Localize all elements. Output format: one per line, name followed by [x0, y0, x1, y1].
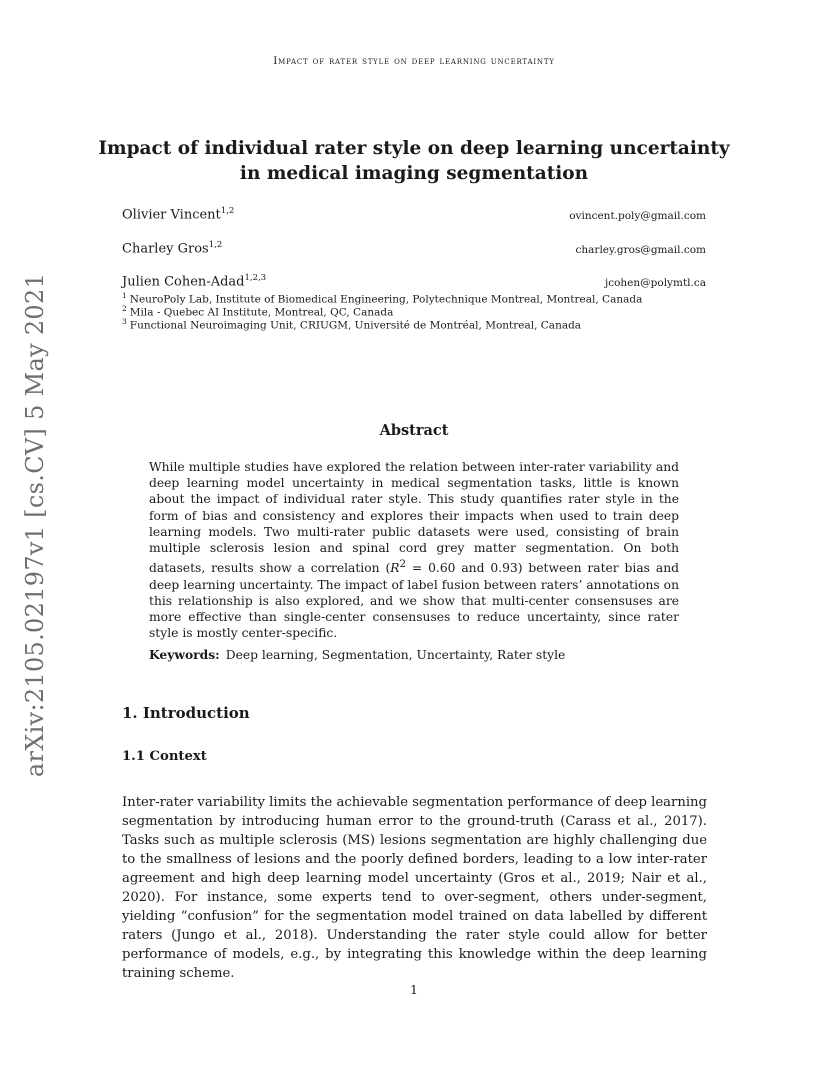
subsection-heading: 1.1 Context [122, 749, 207, 764]
abstract-heading: Abstract [379, 422, 449, 439]
author-name: Julien Cohen-Adad$^{1,2,3}$ [122, 273, 267, 290]
arxiv-stamp: arXiv:2105.02197v1 [cs.CV] 5 May 2021 [21, 272, 49, 778]
affiliation: $^3$ Functional Neuroimaging Unit, CRIUGM, Université de Montréal, Montreal, Canada [122, 317, 582, 332]
abstract-text: While multiple studies have explored the relation between inter-rater variability and deep learning model uncertainty in medical segmentation tasks, little is known about the impact of individual rater style. This study quantifies rater style in the form of bias and consistency and explores their impacts when used to train deep learning models. Two multi-rater public datasets were used, consisting of brain multiple sclerosis lesion and spinal cord grey matter segmentation. On both datasets, results show a correlation ($R^2 = 0.60$ and 0.93) between rater bias and deep learning uncertainty. The impact of label fusion between raters’ annotations on this relationship is also explored, and we show that multi-center consensuses are more effective than single-center consensuses to reduce uncertainty, since rater style is mostly center-specific. [149, 460, 679, 641]
body-paragraph: Inter-rater variability limits the achievable segmentation performance of deep learning segmentation by introducing human error to the ground-truth (Carass et al., 2017). Tasks such as multiple sclerosis (MS) lesions segmentation are highly challenging due to the smallness of lesions and the poorly defined borders, leading to a low inter-rater agreement and high deep learning model uncertainty (Gros et al., 2019; Nair et al., 2020). For instance, some experts tend to over-segment, others under-segment, yielding “confusion” for the segmentation model trained on data labelled by different raters (Jungo et al., 2018). Understanding the rater style could allow for better performance of models, e.g., by integrating this knowledge within the deep learning training scheme. [122, 795, 707, 981]
running-head: Impact of rater style on deep learning uncertainty [273, 55, 555, 67]
keywords-label: Keywords: [149, 647, 220, 662]
affiliation: $^2$ Mila - Quebec AI Institute, Montreal, QC, Canada [122, 304, 394, 319]
affiliation: $^1$ NeuroPoly Lab, Institute of Biomedical Engineering, Polytechnique Montreal, Montreal, Canada [122, 291, 643, 306]
author-email: charley.gros@gmail.com [575, 244, 706, 256]
page-number: 1 [410, 982, 418, 997]
section-heading: 1. Introduction [122, 704, 250, 722]
paper-title [80, 136, 748, 186]
title-line-1: Impact of individual rater style on deep learning uncertainty [98, 138, 730, 159]
keywords-list: Deep learning, Segmentation, Uncertainty, Rater style [225, 648, 566, 662]
author-email: ovincent.poly@gmail.com [569, 210, 706, 222]
keywords [149, 647, 565, 662]
author-name: Charley Gros$^{1,2}$ [122, 240, 223, 257]
author-email: jcohen@polymtl.ca [604, 277, 706, 289]
author-name: Olivier Vincent$^{1,2}$ [122, 206, 235, 223]
title-line-2: in medical imaging segmentation [239, 163, 589, 184]
